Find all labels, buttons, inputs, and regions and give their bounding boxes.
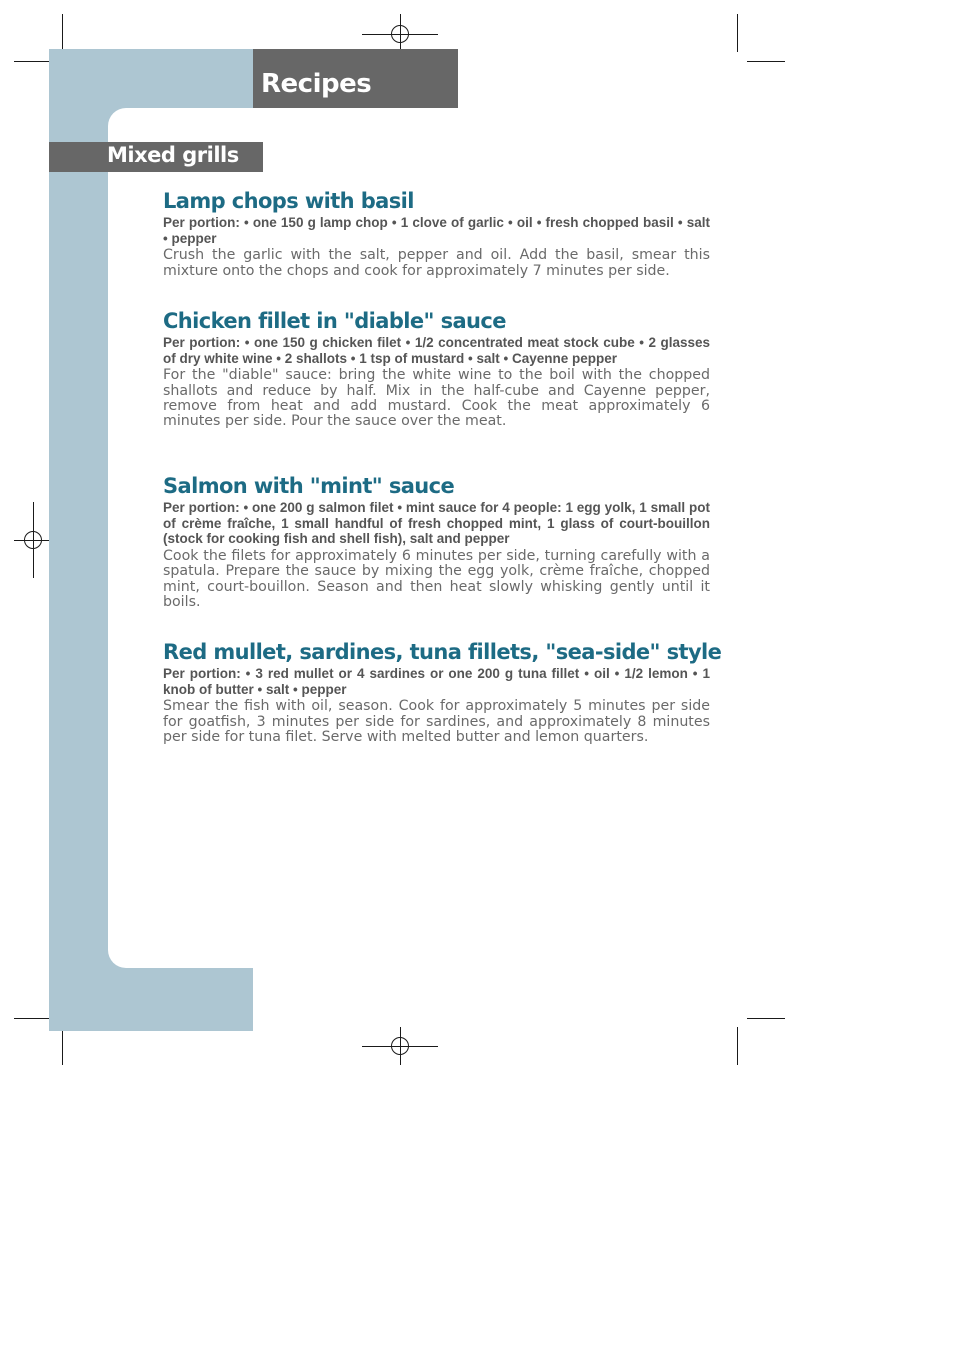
recipe-salmon-mint (163, 472, 710, 610)
recipe-title: Salmon with "mint" sauce (163, 474, 455, 498)
page-title: Recipes (261, 69, 372, 99)
recipe-method: For the "diable" sauce: bring the white wine to the boil with the chopped shallots and reduce by half. Mix in the half-cube and Cayenne pepper, remove from heat and add mustard. Cook the meat approximately 6 minutes per side. Pour the sauce over the meat. (163, 367, 710, 430)
recipe-chicken-diable (163, 307, 710, 429)
recipe-method: Crush the garlic with the salt, pepper and oil. Add the basil, smear this mixture onto the chops and cook for approximately 7 minutes per side. (163, 247, 710, 279)
crop-mark (737, 1027, 738, 1065)
recipe-lamb-chops (163, 187, 710, 279)
recipe-title: Chicken fillet in "diable" sauce (163, 309, 506, 333)
recipe-ingredients: Per portion: • one 150 g lamp chop • 1 clove of garlic • oil • fresh chopped basil • salt • pepper (163, 215, 710, 246)
section-title-bar (49, 142, 263, 172)
recipe-method: Cook the filets for approximately 6 minutes per side, turning carefully with a spatula. Prepare the sauce by mixing the egg yolk, crème fraîche, chopped mint, court-bouillon. Season and then heat slowly whisking gently until it boils. (163, 548, 710, 610)
recipe-ingredients: Per portion: • one 150 g chicken filet • 1/2 concentrated meat stock cube • 2 glasses of dry white wine • 2 shallots • 1 tsp of mustard • salt • Cayenne pepper (163, 335, 710, 366)
crop-mark (62, 1027, 63, 1065)
crop-mark (737, 14, 738, 52)
recipe-title: Lamp chops with basil (163, 189, 414, 213)
crop-mark (62, 14, 63, 52)
recipe-ingredients: Per portion: • one 200 g salmon filet • mint sauce for 4 people: 1 egg yolk, 1 small pot of crème fraîche, 1 small handful of fresh chopped mint, 1 glass of court-bouillon (stock for cooking fish and shell fish), salt and pepper (163, 500, 710, 547)
recipe-red-mullet (163, 638, 722, 745)
crop-mark (747, 1018, 785, 1019)
recipe-title: Red mullet, sardines, tuna fillets, "sea-side" style (163, 640, 722, 664)
registration-circle (391, 25, 409, 43)
page-title-bar (253, 49, 458, 108)
recipe-method: Smear the fish with oil, season. Cook for approximately 5 minutes per side for goatfish, 3 minutes per side for sardines, and approximately 8 minutes per side for tuna filet. Serve with melted butter and lemon quarters. (163, 698, 710, 745)
crop-mark (747, 61, 785, 62)
crop-mark (14, 61, 52, 62)
crop-mark (14, 1018, 52, 1019)
registration-circle (391, 1037, 409, 1055)
section-title: Mixed grills (107, 143, 239, 167)
registration-circle (24, 531, 42, 549)
recipe-ingredients: Per portion: • 3 red mullet or 4 sardines or one 200 g tuna fillet • oil • 1/2 lemon • 1 knob of butter • salt • pepper (163, 666, 710, 697)
